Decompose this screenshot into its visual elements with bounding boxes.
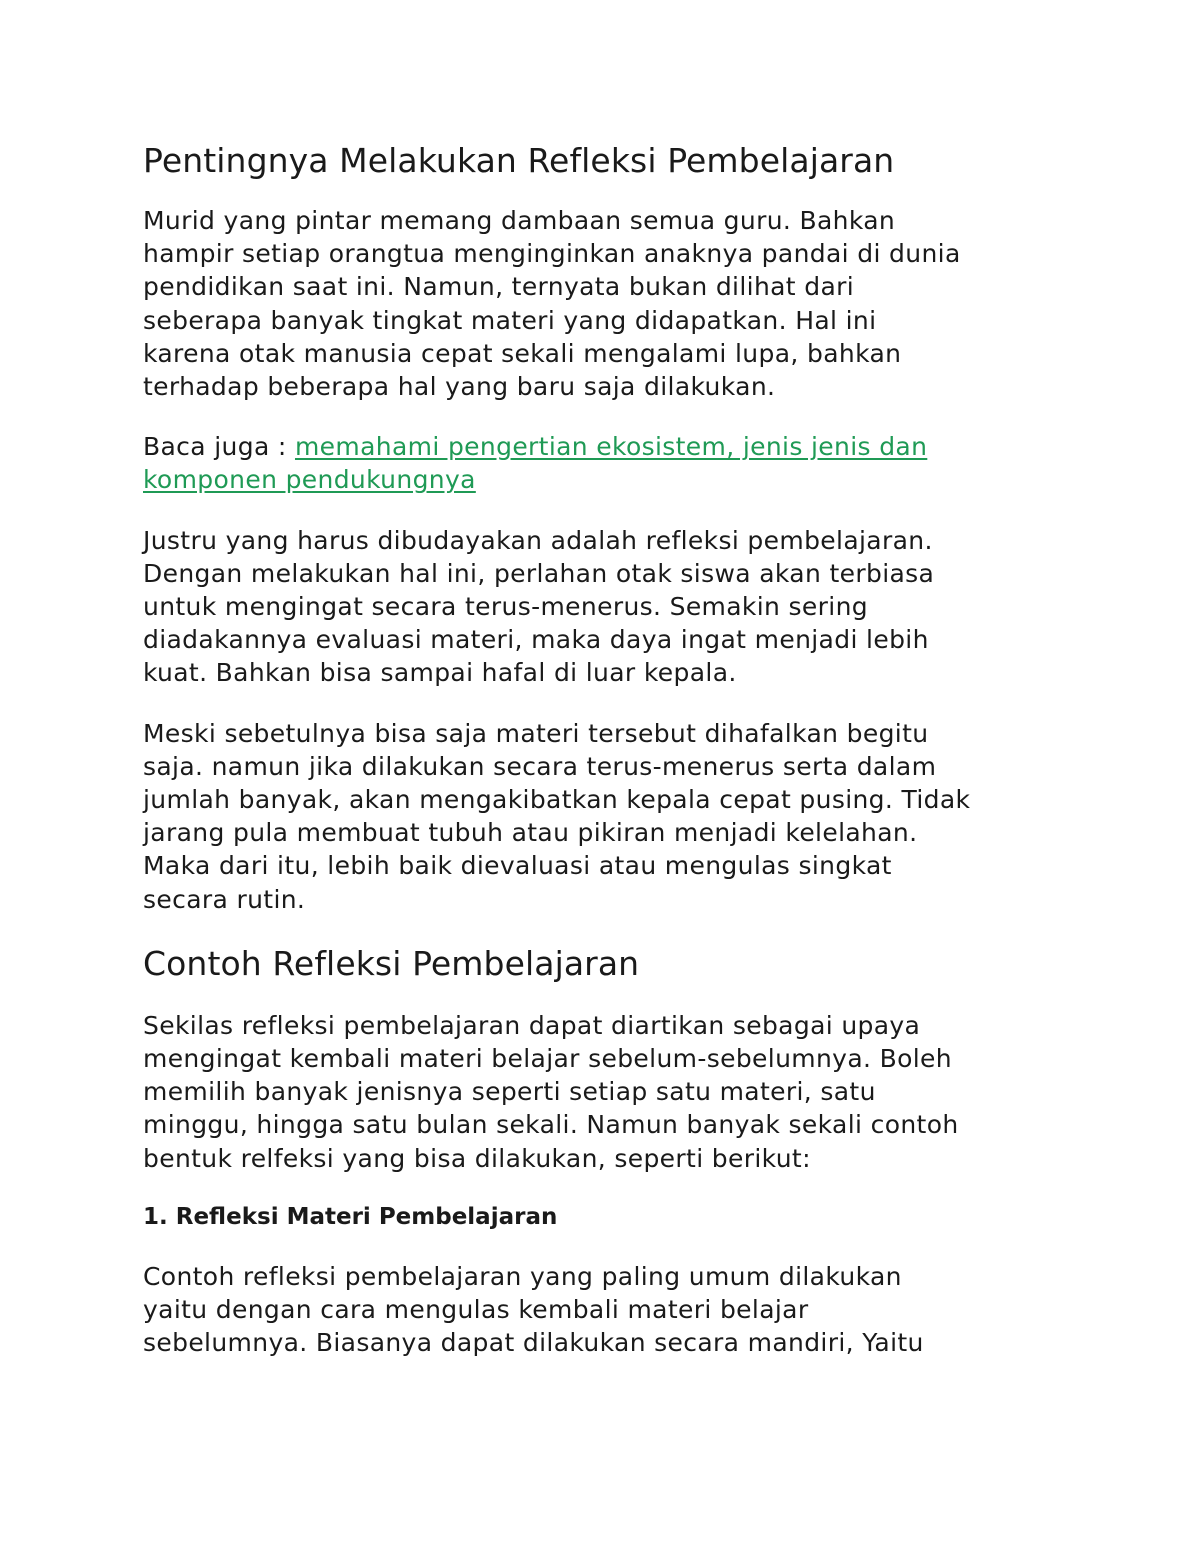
paragraph-intro xyxy=(143,204,1073,403)
read-also-block xyxy=(143,430,1073,496)
paragraph-reflection xyxy=(143,524,1073,690)
article-title: Pentingnya Melakukan Refleksi Pembelajaran xyxy=(143,141,895,180)
document-page xyxy=(143,140,1073,1359)
paragraph-line: Justru yang harus dibudayakan adalah refleksi pembelajaran. xyxy=(143,525,933,555)
section-heading: Contoh Refleksi Pembelajaran xyxy=(143,943,640,983)
paragraph-line: diadakannya evaluasi materi, maka daya ingat menjadi lebih xyxy=(143,625,929,655)
paragraph-line: minggu, hingga satu bulan sekali. Namun banyak sekali contoh xyxy=(143,1110,959,1140)
paragraph-material-reflection xyxy=(143,1260,1073,1360)
read-also-link-continued[interactable]: komponen pendukungnya xyxy=(143,465,476,495)
paragraph-line: kuat. Bahkan bisa sampai hafal di luar kepala. xyxy=(143,658,737,688)
paragraph-memorize xyxy=(143,717,1073,916)
read-also-line xyxy=(143,463,1073,496)
subsection-heading: 1. Refleksi Materi Pembelajaran xyxy=(143,1203,558,1230)
paragraph-line: jumlah banyak, akan mengakibatkan kepala cepat pusing. Tidak xyxy=(143,785,971,815)
paragraph-line: pendidikan saat ini. Namun, ternyata bukan dilihat dari xyxy=(143,272,855,302)
paragraph-line: sebelumnya. Biasanya dapat dilakukan secara mandiri, Yaitu xyxy=(143,1328,924,1358)
paragraph-line: yaitu dengan cara mengulas kembali materi belajar xyxy=(143,1295,809,1325)
read-also-line xyxy=(143,430,1073,463)
paragraph-line: seberapa banyak tingkat materi yang didapatkan. Hal ini xyxy=(143,305,877,335)
paragraph-line: saja. namun jika dilakukan secara terus-menerus serta dalam xyxy=(143,751,937,781)
paragraph-examples xyxy=(143,1009,1073,1175)
paragraph-line: Meski sebetulnya bisa saja materi tersebut dihafalkan begitu xyxy=(143,718,929,748)
paragraph-line: karena otak manusia cepat sekali mengalami lupa, bahkan xyxy=(143,338,902,368)
paragraph-line: Maka dari itu, lebih baik dievaluasi atau mengulas singkat xyxy=(143,851,892,881)
paragraph-line: bentuk relfeksi yang bisa dilakukan, seperti berikut: xyxy=(143,1143,811,1173)
paragraph-line: untuk mengingat secara terus-menerus. Semakin sering xyxy=(143,592,868,622)
paragraph-line: terhadap beberapa hal yang baru saja dilakukan. xyxy=(143,372,776,402)
paragraph-line: hampir setiap orangtua menginginkan anaknya pandai di dunia xyxy=(143,239,961,269)
paragraph-line: secara rutin. xyxy=(143,884,306,914)
read-also-label: Baca juga : xyxy=(143,432,295,462)
paragraph-line: Contoh refleksi pembelajaran yang paling umum dilakukan xyxy=(143,1261,902,1291)
paragraph-line: Murid yang pintar memang dambaan semua guru. Bahkan xyxy=(143,206,896,235)
paragraph-line: Sekilas refleksi pembelajaran dapat diartikan sebagai upaya xyxy=(143,1010,921,1040)
paragraph-line: memilih banyak jenisnya seperti setiap satu materi, satu xyxy=(143,1077,876,1107)
paragraph-line: jarang pula membuat tubuh atau pikiran menjadi kelelahan. xyxy=(143,818,918,848)
paragraph-line: Dengan melakukan hal ini, perlahan otak siswa akan terbiasa xyxy=(143,558,935,588)
paragraph-line: mengingat kembali materi belajar sebelum-sebelumnya. Boleh xyxy=(143,1044,952,1074)
read-also-link[interactable]: memahami pengertian ekosistem, jenis jenis dan xyxy=(294,432,928,462)
